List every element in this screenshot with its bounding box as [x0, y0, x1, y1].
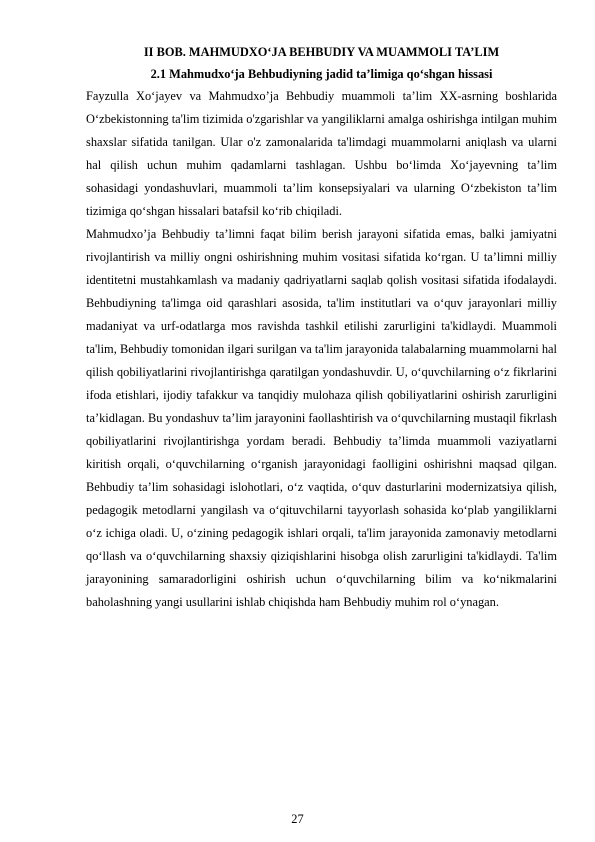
section-title: 2.1 Mahmudxo‘ja Behbudiyning jadid ta’limiga qo‘shgan hissasi [150, 67, 493, 81]
chapter-title: II BOB. MAHMUDXO‘JA BEHBUDIY VA MUAMMOLI TA’LIM [143, 45, 500, 59]
document-page [86, 44, 557, 614]
body-paragraph-2: Mahmudxo’ja Behbudiy ta’limni faqat bilim berish jarayoni sifatida emas, balki jamiyatni rivojlantirish va milliy ongni oshirishning muhim vositasi sifatida ko‘rgan. U ta’limni milliy identitetni mustahkamlash va madaniy qadriyatlarni saqlab qolish vositasi sifatida ifodalaydi. Behbudiyning ta'limga oid qarashlari asosida, ta'lim institutlari va o‘quv jarayonlari milliy madaniyat va urf-odatlarga mos ravishda tashkil etilishi zarurligini ta'kidlaydi. Muammoli ta'lim, Behbudiy tomonidan ilgari surilgan va ta'lim jarayonida talabalarning muammolarni hal qilish qobiliyatlarini rivojlantirishga qaratilgan yondashuvdir. U, o‘quvchilarning o‘z fikrlarini ifoda etishlari, ijodiy tafakkur va tanqidiy mulohaza qilish qobiliyatlarini oshirish zarurligini ta’kidlagan. Bu yondashuv ta’lim jarayonini faollashtirish va o‘quvchilarning mustaqil fikrlash qobiliyatlarini rivojlantirishga yordam beradi. Behbudiy ta’limda muammoli vaziyatlarni kiritish orqali, o‘quvchilarning o‘rganish jarayonidagi faolligini oshirishni maqsad qilgan. Behbudiy ta’lim sohasidagi islohotlari, o‘z vaqtida, o‘quv dasturlarini modernizatsiya qilish, pedagogik metodlarni yangilash va o‘qituvchilarni tayyorlash sohasida ko‘plab yangiliklarni o‘z ichiga oladi. U, o‘zining pedagogik ishlari orqali, ta'lim jarayonida zamonaviy metodlarni qo‘llash va o‘quvchilarning shaxsiy qiziqishlarini hisobga olish zarurligini ta'kidlaydi. Ta'lim jarayonining samaradorligini oshirish uchun o‘quvchilarning bilim va ko‘nikmalarini baholashning yangi usullarini ishlab chiqishda ham Behbudiy muhim rol o‘ynagan. [86, 227, 557, 609]
body-paragraph-1: Fayzulla Xo‘jayev va Mahmudxo’ja Behbudiy muammoli ta’lim XX-asrning boshlarida O‘zbekistonning ta'lim tizimida o'zgarishlar va yangiliklarni amalga oshirishga intilgan muhim shaxslar sifatida tanilgan. Ular o'z zamonalarida ta'limdagi muammolarni aniqlash va ularni hal qilish uchun muhim qadamlarni tashlagan. Ushbu bo‘limda Xo‘jayevning ta’lim sohasidagi yondashuvlari, muammoli ta’lim konsepsiyalari va ularning O‘zbekiston ta’lim tizimiga qo‘shgan hissalari batafsil ko‘rib chiqiladi. [86, 89, 557, 218]
page-number: 27 [291, 812, 304, 826]
